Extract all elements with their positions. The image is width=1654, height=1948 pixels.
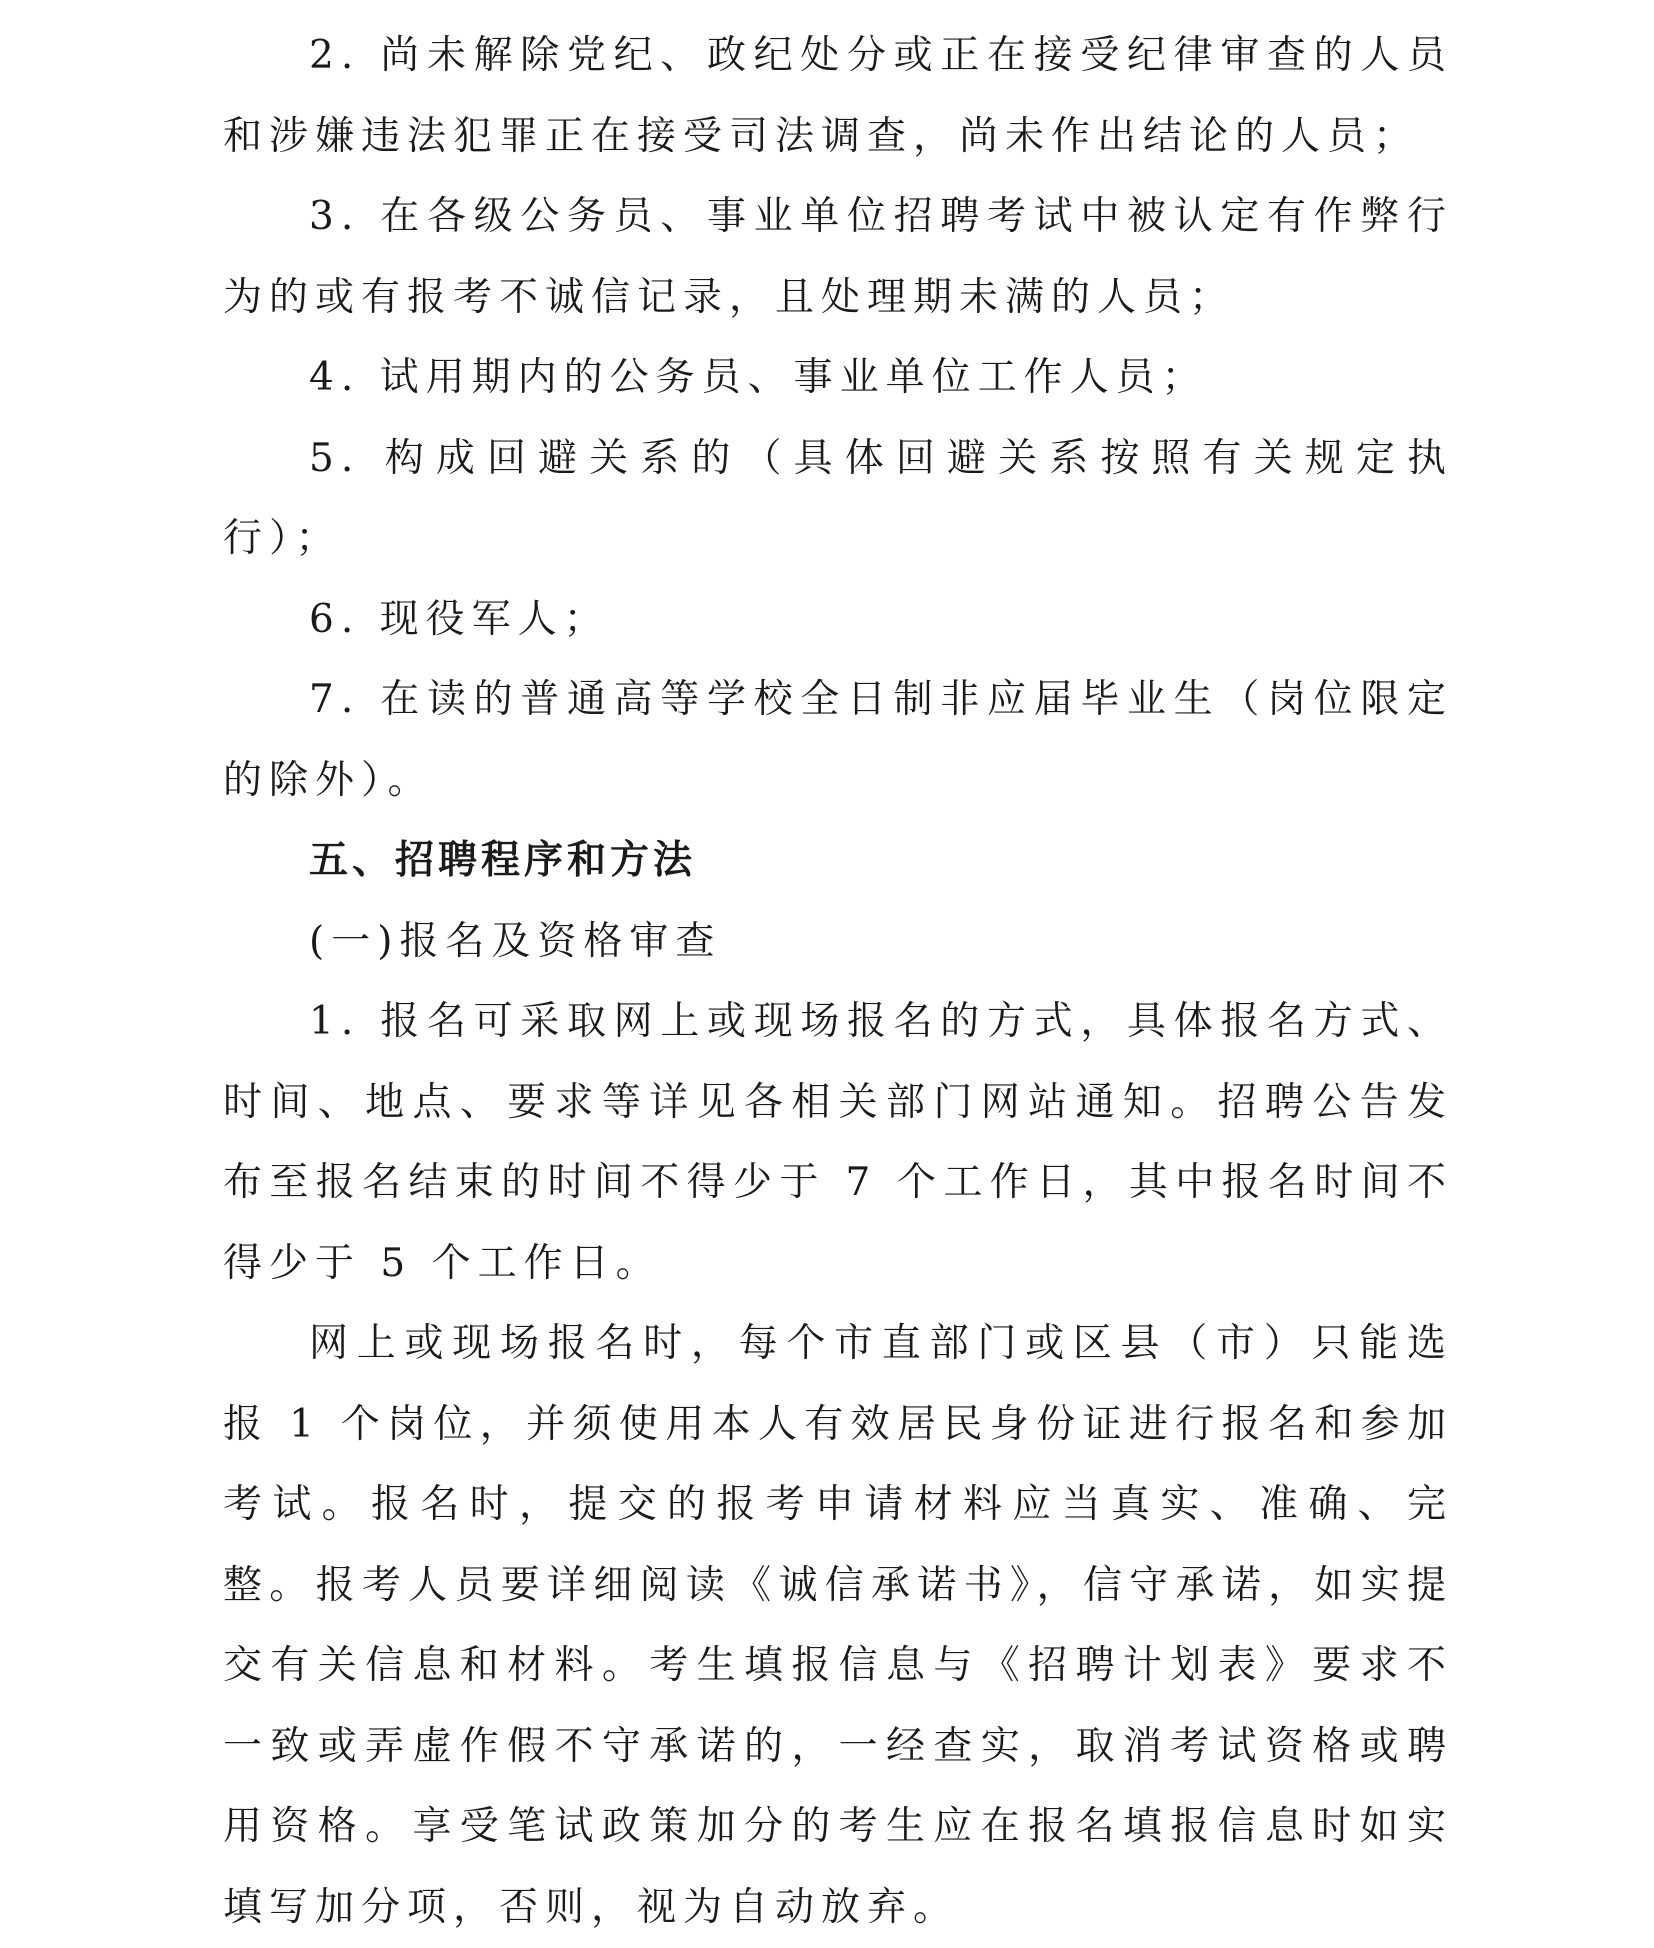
list-item-6: 6. 现役军人； <box>309 596 610 642</box>
list-item-2: 2. 尚未解除党纪、政纪处分或正在接受纪律审查的人员和涉嫌违法犯罪正在接受司法调查，尚未作出结论的人员； <box>223 33 1453 159</box>
section-heading: 五、招聘程序和方法 <box>309 838 697 883</box>
list-item-7: 7. 在读的普通高等学校全日制非应届毕业生（岗位限定的除外）。 <box>223 677 1453 803</box>
list-item-3: 3. 在各级公务员、事业单位招聘考试中被认定有作弊行为的或有报考不诚信记录，且处理期未满的人员； <box>223 194 1453 320</box>
list-item-5: 5. 构成回避关系的（具体回避关系按照有关规定执行）； <box>223 435 1453 561</box>
body-paragraph-registration: 1. 报名可采取网上或现场报名的方式，具体报名方式、时间、地点、要求等详见各相关部门网站通知。招聘公告发布至报名结束的时间不得少于 7 个工作日，其中报名时间不得少于 5 个工作日。 <box>223 999 1453 1286</box>
subsection-heading: (一)报名及资格审查 <box>309 918 722 964</box>
body-paragraph-requirements: 网上或现场报名时，每个市直部门或区县（市）只能选报 1 个岗位，并须使用本人有效居民身份证进行报名和参加考试。报名时，提交的报考申请材料应当真实、准确、完整。报考人员要详细阅读《诚信承诺书》，信守承诺，如实提交有关信息和材料。考生填报信息与《招聘计划表》要求不一致或弄虚作假不守承诺的，一经查实，取消考试资格或聘用资格。享受笔试政策加分的考生应在报名填报信息时如实填写加分项，否则，视为自动放弃。 <box>223 1321 1453 1930</box>
document-body <box>223 16 1453 1948</box>
list-item-4: 4. 试用期内的公务员、事业单位工作人员； <box>309 355 1208 400</box>
